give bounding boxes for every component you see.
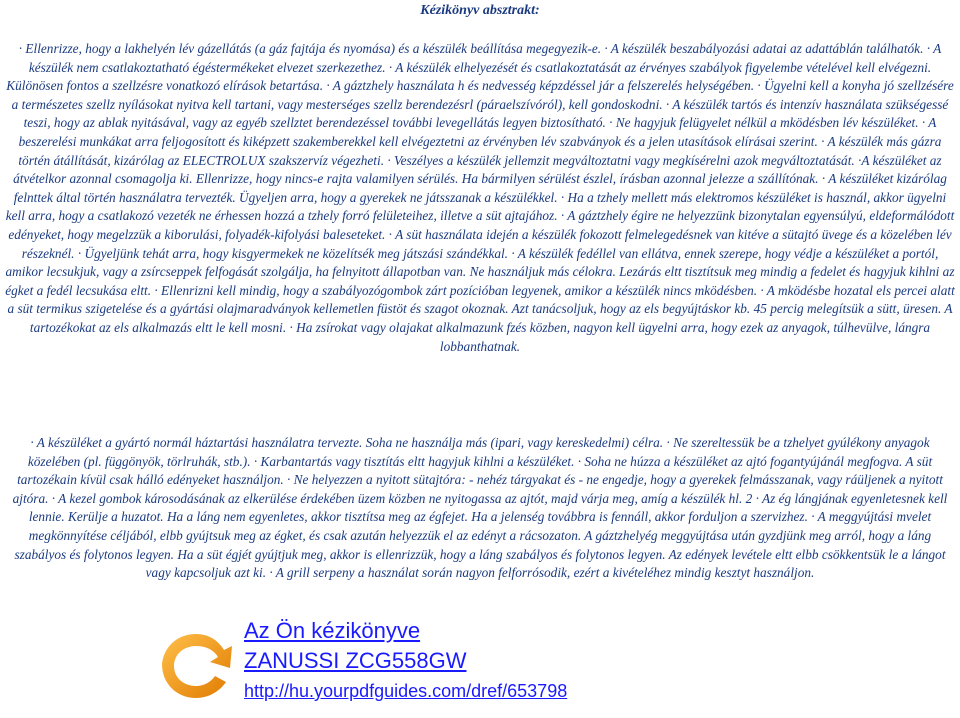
- manual-title-link[interactable]: Az Ön kézikönyve: [244, 618, 421, 643]
- abstract-paragraph-2: · A készüléket a gyártó normál háztartási használatra tervezte. Soha ne használja más (ipari, vagy kereskedelmi) célra. · Ne szereltessük be a tzhelyet gyúlékony anyagok közelében (pl. függönyök, törlruhák, stb.). · Karbantartás vagy tisztítás eltt hagyjuk kihlni a készüléket. · Soha ne húzza a készüléket az ajtó fogantyújánál megfogva. A süt tartozékain kívül csak hálló edényeket használjon. · Ne helyezzen a nyitott sütajtóra: - nehéz tárgyakat és - ne engedje, hogy a gyerekek felmásszanak, vagy ráüljenek a nyitott ajtóra. · A kezel gombok károsodásának az elkerülése érdekében üzem közben ne nyitogassa az ajtót, majd várja meg, amíg a készülék hl. 2 · Az ég lángjának egyenletesnek kell lennie. Kerülje a huzatot. Ha a láng nem egyenletes, akkor tisztítsa meg az égfejet. Ha a jelenség továbbra is fennáll, akkor forduljon a szervizhez. · A meggyújtási mvelet megkönnyítése céljából, elbb gyújtsuk meg az égket, és csak azután helyezzük el az edényt a rácsozaton. A gáztzhelyég meggyújtása után gyzdjünk meg arról, hogy a láng szabályos és folytonos legyen. Ha a süt égjét gyújtjuk meg, akkor is ellenrizzük, hogy a láng szabályos és folytonos legyen. Az edények levétele eltt elbb csökkentsük le a lángot vagy kapcsoljuk azt ki. · A grill serpeny a használat során nagyon felforrósodik, ezért a kivételéhez mindig kesztyt használjon.: [12, 435, 948, 581]
- page-title: Kézikönyv absztrakt:: [420, 3, 540, 18]
- manual-links: [244, 616, 567, 704]
- manual-url-link[interactable]: http://hu.yourpdfguides.com/dref/653798: [244, 681, 568, 701]
- manual-link-block: [158, 616, 658, 716]
- abstract-paragraph-1: · Ellenrizze, hogy a lakhelyén lév gázellátás (a gáz fajtája és nyomása) és a készülék beállítása megegyezik-e. · A készülék beszabályozási adatai az adattáblán találhatók. · A készülék nem csatlakoztatható égéstermékeket elvezet szerkezethez. · A készülék elhelyezését és csatlakoztatását az érvényes szabályok figyelembe vételével kell elvégezni. Különösen fontos a szellzésre vonatkozó elírások betartása. · A gáztzhely használata h és nedvesség képzdéssel jár a felszerelés helységében. · Ügyelni kell a konyha jó szellzésére a természetes szellz nyílásokat nyitva kell tartani, vagy mesterséges szellz berendezésrl (páraelszívóról), kell gondoskodni. · A készülék tartós és intenzív használata szükségessé teszi, hogy az ablak nyitásával, vagy az egyéb szellztet berendezéssel további levegellátás legyen biztosítható. · Ne hagyjuk felügyelet nélkül a mködésben lév készüléket. · A beszerelési munkákat arra feljogosított és kiképzett szakemberekkel kell elvégeztetni az érvényben lév szabványok és a jelen utasítások elírásai szerint. · A készülék más gázra történ átállítását, kizárólag az ELECTROLUX szakszervíz végezheti. · Veszélyes a készülék jellemzit megváltoztatni vagy megkísérelni azok megváltoztatását. ·A készüléket az átvételkor azonnal csomagolja ki. Ellenrizze, hogy nincs-e rajta valamilyen sérülés. Ha bármilyen sérülést észlel, írásban azonnal jelezze a szállítónak. · A készüléket kizárólag felnttek által történ használatra tervezték. Ügyeljen arra, hogy a gyerekek ne játsszanak a készülékkel. · Ha a tzhely mellett más elektromos készüléket is használ, akkor ügyelni kell arra, hogy a csatlakozó vezeték ne érhessen hozzá a tzhely forró felületeihez, illetve a süt ajtajához. · A gáztzhely égire ne helyezzünk bizonytalan egyensúlyú, eldeformálódott edényeket, hogy megelzzük a kiborulási, folyadék-kifolyási baleseteket. · A süt használata idején a készülék fokozott felmelegedésnek van kitéve a sütajtó üvege és a közelében lév részeknél. · Ügyeljünk tehát arra, hogy kisgyermekek ne közelítsék meg játszási szándékkal. · A készülék fedéllel van ellátva, ennek szerepe, hogy védje a készüléket a portól, amikor lecsukjuk, vagy a zsírcseppek felfogását szolgálja, ha felnyitott állapotban van. Ne használjuk más célokra. Lezárás eltt tisztítsuk meg mindig a fedelet és hagyjuk kihlni az égket a fedél lecsukása eltt. · Ellenrizni kell mindig, hogy a szabályozógombok zárt pozícióban legyenek, amikor a készülék nincs mködésben. · A mködésbe hozatal els percei alatt a süt termikus szigetelése és a gyártási olajmaradványok kellemetlen füstöt és szagot okoznak. Azt tanácsoljuk, hogy az els begyújtáskor kb. 45 percig melegítsük a sütt, üresen. A tartozékokat az els alkalmazás eltt le kell mosni. · Ha zsírokat vagy olajakat alkalmazunk fzés közben, nagyon kell ügyelni arra, hogy ezek az anyagok, túlhevülve, lángra lobbanthatnak.: [5, 41, 955, 354]
- manual-model-link[interactable]: ZANUSSI ZCG558GW: [244, 648, 467, 673]
- hand-pointer-icon: [158, 624, 238, 704]
